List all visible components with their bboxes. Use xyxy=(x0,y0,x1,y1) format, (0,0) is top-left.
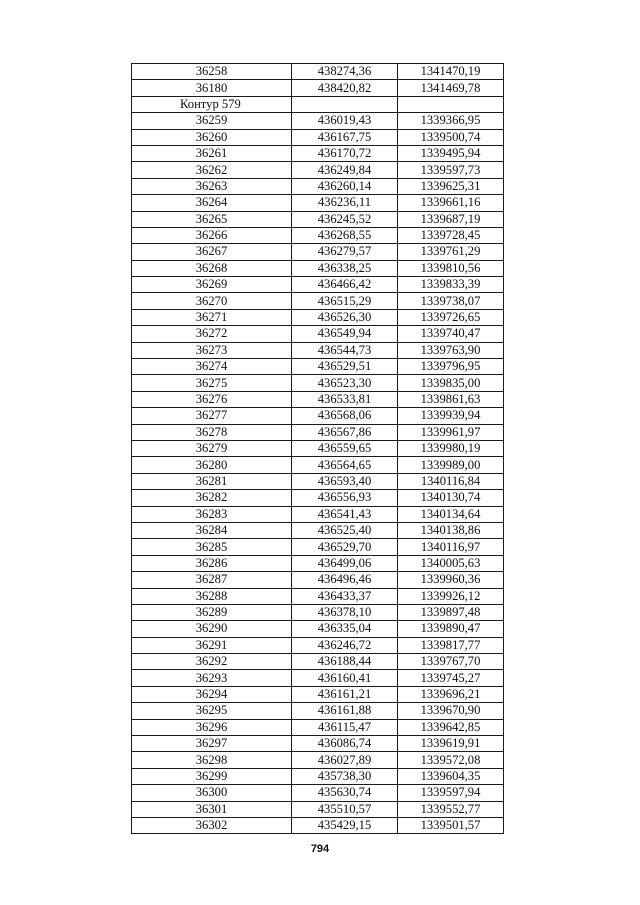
point-number-cell: 36265 xyxy=(132,211,292,227)
x-coordinate-cell: 436249,84 xyxy=(292,162,398,178)
point-number-cell: 36271 xyxy=(132,309,292,325)
x-coordinate-cell: 436466,42 xyxy=(292,277,398,293)
point-number-cell: 36264 xyxy=(132,195,292,211)
point-number-cell: 36287 xyxy=(132,572,292,588)
x-coordinate-cell: 436086,74 xyxy=(292,736,398,752)
x-coordinate-cell: 436378,10 xyxy=(292,604,398,620)
y-coordinate-cell: 1339740,47 xyxy=(398,326,504,342)
point-number-cell: 36266 xyxy=(132,227,292,243)
table-row xyxy=(132,572,504,588)
x-coordinate-cell: 436556,93 xyxy=(292,490,398,506)
x-coordinate-cell: 436541,43 xyxy=(292,506,398,522)
point-number-cell: 36298 xyxy=(132,752,292,768)
y-coordinate-cell: 1339980,19 xyxy=(398,440,504,456)
y-coordinate-cell: 1339767,70 xyxy=(398,654,504,670)
x-coordinate-cell: 435630,74 xyxy=(292,785,398,801)
table-row xyxy=(132,178,504,194)
table-row xyxy=(132,637,504,653)
x-coordinate-cell: 436188,44 xyxy=(292,654,398,670)
point-number-cell: 36288 xyxy=(132,588,292,604)
x-coordinate-cell: 436549,94 xyxy=(292,326,398,342)
x-coordinate-cell: 436559,65 xyxy=(292,440,398,456)
y-coordinate-cell: 1340134,64 xyxy=(398,506,504,522)
y-coordinate-cell: 1339861,63 xyxy=(398,391,504,407)
x-coordinate-cell: 436338,25 xyxy=(292,260,398,276)
x-coordinate-cell: 436019,43 xyxy=(292,113,398,129)
section-header-row xyxy=(132,96,504,112)
table-row xyxy=(132,703,504,719)
point-number-cell: 36290 xyxy=(132,621,292,637)
table-row xyxy=(132,752,504,768)
point-number-cell: 36295 xyxy=(132,703,292,719)
table-row xyxy=(132,129,504,145)
y-coordinate-cell: 1340116,97 xyxy=(398,539,504,555)
table-row xyxy=(132,768,504,784)
x-coordinate-cell: 436525,40 xyxy=(292,522,398,538)
y-coordinate-cell: 1339670,90 xyxy=(398,703,504,719)
table-row xyxy=(132,522,504,538)
x-coordinate-cell: 436515,29 xyxy=(292,293,398,309)
point-number-cell: 36302 xyxy=(132,817,292,833)
point-number-cell: 36283 xyxy=(132,506,292,522)
point-number-cell: 36269 xyxy=(132,277,292,293)
table-row xyxy=(132,736,504,752)
x-coordinate-cell: 436433,37 xyxy=(292,588,398,604)
y-coordinate-cell: 1339961,97 xyxy=(398,424,504,440)
y-coordinate-cell: 1339926,12 xyxy=(398,588,504,604)
y-coordinate-cell: 1339761,29 xyxy=(398,244,504,260)
point-number-cell: 36292 xyxy=(132,654,292,670)
point-number-cell: 36260 xyxy=(132,129,292,145)
x-coordinate-cell: 436170,72 xyxy=(292,145,398,161)
y-coordinate-cell: 1339572,08 xyxy=(398,752,504,768)
x-coordinate-cell: 436161,21 xyxy=(292,686,398,702)
x-coordinate-cell: 436246,72 xyxy=(292,637,398,653)
x-coordinate-cell: 436027,89 xyxy=(292,752,398,768)
point-number-cell: 36262 xyxy=(132,162,292,178)
x-coordinate-cell: 436496,46 xyxy=(292,572,398,588)
table-row xyxy=(132,424,504,440)
table-row xyxy=(132,309,504,325)
x-coordinate-cell: 436533,81 xyxy=(292,391,398,407)
y-coordinate-cell: 1339661,16 xyxy=(398,195,504,211)
table-row xyxy=(132,408,504,424)
table-row xyxy=(132,604,504,620)
table-row xyxy=(132,506,504,522)
y-coordinate-cell: 1339619,91 xyxy=(398,736,504,752)
x-coordinate-cell: 436335,04 xyxy=(292,621,398,637)
point-number-cell: 36280 xyxy=(132,457,292,473)
y-coordinate-cell: 1339728,45 xyxy=(398,227,504,243)
table-row xyxy=(132,654,504,670)
point-number-cell: 36294 xyxy=(132,686,292,702)
x-coordinate-cell: 436564,65 xyxy=(292,457,398,473)
x-coordinate-cell: 438420,82 xyxy=(292,80,398,96)
table-row xyxy=(132,621,504,637)
point-number-cell: 36275 xyxy=(132,375,292,391)
point-number-cell: 36300 xyxy=(132,785,292,801)
point-number-cell: 36270 xyxy=(132,293,292,309)
table-row xyxy=(132,457,504,473)
x-coordinate-cell: 436167,75 xyxy=(292,129,398,145)
x-coordinate-cell: 436279,57 xyxy=(292,244,398,260)
table-row xyxy=(132,113,504,129)
y-coordinate-cell: 1339833,39 xyxy=(398,277,504,293)
y-coordinate-cell: 1340138,86 xyxy=(398,522,504,538)
y-coordinate-cell: 1339989,00 xyxy=(398,457,504,473)
y-coordinate-cell: 1339897,48 xyxy=(398,604,504,620)
y-coordinate-cell: 1339495,94 xyxy=(398,145,504,161)
point-number-cell: 36268 xyxy=(132,260,292,276)
x-coordinate-cell: 436529,51 xyxy=(292,359,398,375)
x-coordinate-cell: 436161,88 xyxy=(292,703,398,719)
table-row xyxy=(132,244,504,260)
y-coordinate-cell: 1339939,94 xyxy=(398,408,504,424)
table-row xyxy=(132,359,504,375)
y-coordinate-cell: 1341469,78 xyxy=(398,80,504,96)
y-coordinate-cell: 1339726,65 xyxy=(398,309,504,325)
x-coordinate-cell: 438274,36 xyxy=(292,64,398,80)
table-row xyxy=(132,195,504,211)
x-coordinate-cell: 436526,30 xyxy=(292,309,398,325)
x-coordinate-cell: 436245,52 xyxy=(292,211,398,227)
point-number-cell: 36263 xyxy=(132,178,292,194)
point-number-cell: 36291 xyxy=(132,637,292,653)
contour-label-cell: Контур 579 xyxy=(132,96,292,112)
table-row xyxy=(132,801,504,817)
table-row xyxy=(132,473,504,489)
y-coordinate-cell: 1339796,95 xyxy=(398,359,504,375)
point-number-cell: 36293 xyxy=(132,670,292,686)
table-row xyxy=(132,785,504,801)
y-coordinate-cell: 1339687,19 xyxy=(398,211,504,227)
point-number-cell: 36285 xyxy=(132,539,292,555)
y-coordinate-cell: 1339366,95 xyxy=(398,113,504,129)
x-coordinate-cell: 436236,11 xyxy=(292,195,398,211)
x-coordinate-cell: 436544,73 xyxy=(292,342,398,358)
y-coordinate-cell: 1339597,94 xyxy=(398,785,504,801)
point-number-cell: 36258 xyxy=(132,64,292,80)
x-coordinate-cell: 436593,40 xyxy=(292,473,398,489)
y-coordinate-cell: 1340130,74 xyxy=(398,490,504,506)
point-number-cell: 36259 xyxy=(132,113,292,129)
x-coordinate-cell: 436160,41 xyxy=(292,670,398,686)
table-row xyxy=(132,375,504,391)
table-row xyxy=(132,277,504,293)
point-number-cell: 36279 xyxy=(132,440,292,456)
point-number-cell: 36274 xyxy=(132,359,292,375)
table-row xyxy=(132,670,504,686)
x-coordinate-cell: 436568,06 xyxy=(292,408,398,424)
table-row xyxy=(132,145,504,161)
x-coordinate-cell: 435738,30 xyxy=(292,768,398,784)
table-row xyxy=(132,342,504,358)
y-coordinate-cell: 1341470,19 xyxy=(398,64,504,80)
table-row xyxy=(132,555,504,571)
y-coordinate-cell: 1339835,00 xyxy=(398,375,504,391)
point-number-cell: 36286 xyxy=(132,555,292,571)
table-row xyxy=(132,719,504,735)
x-coordinate-cell: 436115,47 xyxy=(292,719,398,735)
table-row xyxy=(132,211,504,227)
point-number-cell: 36281 xyxy=(132,473,292,489)
y-coordinate-cell: 1339597,73 xyxy=(398,162,504,178)
coordinates-table-body xyxy=(132,64,504,834)
page-number: 794 xyxy=(310,843,330,855)
y-coordinate-cell: 1339696,21 xyxy=(398,686,504,702)
y-coordinate-cell: 1339763,90 xyxy=(398,342,504,358)
x-coordinate-cell: 436268,55 xyxy=(292,227,398,243)
point-number-cell: 36299 xyxy=(132,768,292,784)
y-coordinate-cell: 1339745,27 xyxy=(398,670,504,686)
table-row xyxy=(132,490,504,506)
coordinates-table xyxy=(131,63,504,834)
y-coordinate-cell: 1339552,77 xyxy=(398,801,504,817)
y-coordinate-cell: 1339500,74 xyxy=(398,129,504,145)
point-number-cell: 36289 xyxy=(132,604,292,620)
point-number-cell: 36296 xyxy=(132,719,292,735)
table-row xyxy=(132,64,504,80)
table-row xyxy=(132,440,504,456)
x-coordinate-cell xyxy=(292,96,398,112)
y-coordinate-cell: 1339642,85 xyxy=(398,719,504,735)
x-coordinate-cell: 436529,70 xyxy=(292,539,398,555)
y-coordinate-cell: 1339890,47 xyxy=(398,621,504,637)
y-coordinate-cell: 1339810,56 xyxy=(398,260,504,276)
point-number-cell: 36297 xyxy=(132,736,292,752)
table-row xyxy=(132,391,504,407)
x-coordinate-cell: 435429,15 xyxy=(292,817,398,833)
x-coordinate-cell: 436567,86 xyxy=(292,424,398,440)
x-coordinate-cell: 435510,57 xyxy=(292,801,398,817)
table-row xyxy=(132,686,504,702)
table-row xyxy=(132,588,504,604)
point-number-cell: 36276 xyxy=(132,391,292,407)
table-row xyxy=(132,817,504,833)
y-coordinate-cell: 1340005,63 xyxy=(398,555,504,571)
x-coordinate-cell: 436260,14 xyxy=(292,178,398,194)
point-number-cell: 36278 xyxy=(132,424,292,440)
point-number-cell: 36284 xyxy=(132,522,292,538)
table-row xyxy=(132,162,504,178)
point-number-cell: 36180 xyxy=(132,80,292,96)
table-row xyxy=(132,539,504,555)
point-number-cell: 36267 xyxy=(132,244,292,260)
y-coordinate-cell: 1339960,36 xyxy=(398,572,504,588)
table-row xyxy=(132,260,504,276)
table-row xyxy=(132,80,504,96)
point-number-cell: 36272 xyxy=(132,326,292,342)
point-number-cell: 36261 xyxy=(132,145,292,161)
point-number-cell: 36277 xyxy=(132,408,292,424)
y-coordinate-cell: 1339817,77 xyxy=(398,637,504,653)
table-row xyxy=(132,227,504,243)
y-coordinate-cell xyxy=(398,96,504,112)
y-coordinate-cell: 1339501,57 xyxy=(398,817,504,833)
point-number-cell: 36282 xyxy=(132,490,292,506)
table-row xyxy=(132,293,504,309)
y-coordinate-cell: 1339604,35 xyxy=(398,768,504,784)
y-coordinate-cell: 1339738,07 xyxy=(398,293,504,309)
y-coordinate-cell: 1339625,31 xyxy=(398,178,504,194)
table-row xyxy=(132,326,504,342)
y-coordinate-cell: 1340116,84 xyxy=(398,473,504,489)
point-number-cell: 36301 xyxy=(132,801,292,817)
point-number-cell: 36273 xyxy=(132,342,292,358)
x-coordinate-cell: 436499,06 xyxy=(292,555,398,571)
x-coordinate-cell: 436523,30 xyxy=(292,375,398,391)
